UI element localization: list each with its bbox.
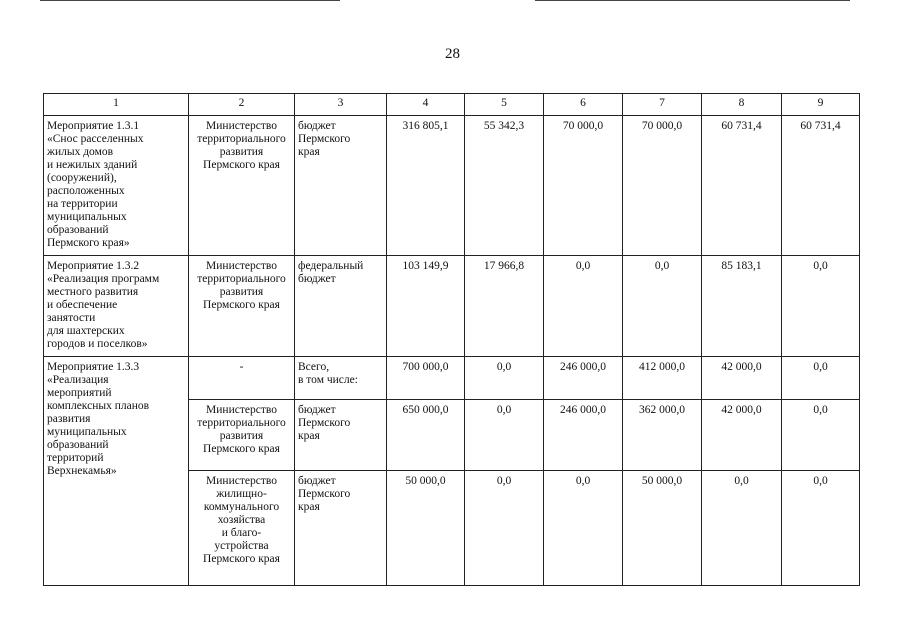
executor-cell: Министерство территориального развития Пермского края [189,116,295,256]
value-cell: 0,0 [465,471,544,586]
value-cell: 42 000,0 [702,357,782,400]
value-cell: 700 000,0 [387,357,465,400]
header-cell: 8 [702,94,782,116]
value-cell: 55 342,3 [465,116,544,256]
executor-cell: Министерство территориального развития Пермского края [189,400,295,471]
source-cell: бюджет Пермского края [295,471,387,586]
page-number: 28 [445,46,460,62]
header-cell: 7 [623,94,702,116]
executor-cell: Министерство территориального развития Пермского края [189,256,295,357]
value-cell: 0,0 [782,400,860,471]
source-cell: бюджет Пермского края [295,400,387,471]
value-cell: 103 149,9 [387,256,465,357]
header-cell: 5 [465,94,544,116]
header-cell: 1 [44,94,189,116]
value-cell: 85 183,1 [702,256,782,357]
value-cell: 70 000,0 [544,116,623,256]
value-cell: 50 000,0 [623,471,702,586]
table-row [44,116,860,256]
value-cell: 0,0 [702,471,782,586]
value-cell: 362 000,0 [623,400,702,471]
executor-cell: Министерство жилищно- коммунального хозяйства и благо- устройства Пермского края [189,471,295,586]
value-cell: 0,0 [623,256,702,357]
header-cell: 9 [782,94,860,116]
executor-cell: - [189,357,295,400]
top-rule-left [40,0,340,1]
value-cell: 42 000,0 [702,400,782,471]
value-cell: 60 731,4 [702,116,782,256]
value-cell: 0,0 [465,400,544,471]
table-row [44,256,860,357]
source-cell: бюджет Пермского края [295,116,387,256]
top-rule-right [535,0,850,1]
event-cell: Мероприятие 1.3.3 «Реализация мероприятий комплексных планов развития муниципальных образований территорий Верхнекамья» [44,357,189,586]
event-cell: Мероприятие 1.3.1 «Снос расселенных жилых домов и нежилых зданий (сооружений), расположенных на территории муниципальных образований Пермского края» [44,116,189,256]
budget-table [43,93,860,586]
value-cell: 0,0 [544,256,623,357]
source-cell: Всего, в том числе: [295,357,387,400]
value-cell: 0,0 [782,357,860,400]
source-cell: федеральный бюджет [295,256,387,357]
value-cell: 316 805,1 [387,116,465,256]
value-cell: 246 000,0 [544,400,623,471]
table-row [44,357,860,400]
value-cell: 17 966,8 [465,256,544,357]
value-cell: 70 000,0 [623,116,702,256]
header-cell: 6 [544,94,623,116]
value-cell: 246 000,0 [544,357,623,400]
value-cell: 650 000,0 [387,400,465,471]
value-cell: 0,0 [782,256,860,357]
value-cell: 0,0 [544,471,623,586]
value-cell: 0,0 [782,471,860,586]
header-row [44,94,860,116]
header-cell: 2 [189,94,295,116]
value-cell: 50 000,0 [387,471,465,586]
header-cell: 4 [387,94,465,116]
value-cell: 60 731,4 [782,116,860,256]
header-cell: 3 [295,94,387,116]
value-cell: 412 000,0 [623,357,702,400]
event-cell: Мероприятие 1.3.2 «Реализация программ местного развития и обеспечение занятости для шахтерских городов и поселков» [44,256,189,357]
value-cell: 0,0 [465,357,544,400]
